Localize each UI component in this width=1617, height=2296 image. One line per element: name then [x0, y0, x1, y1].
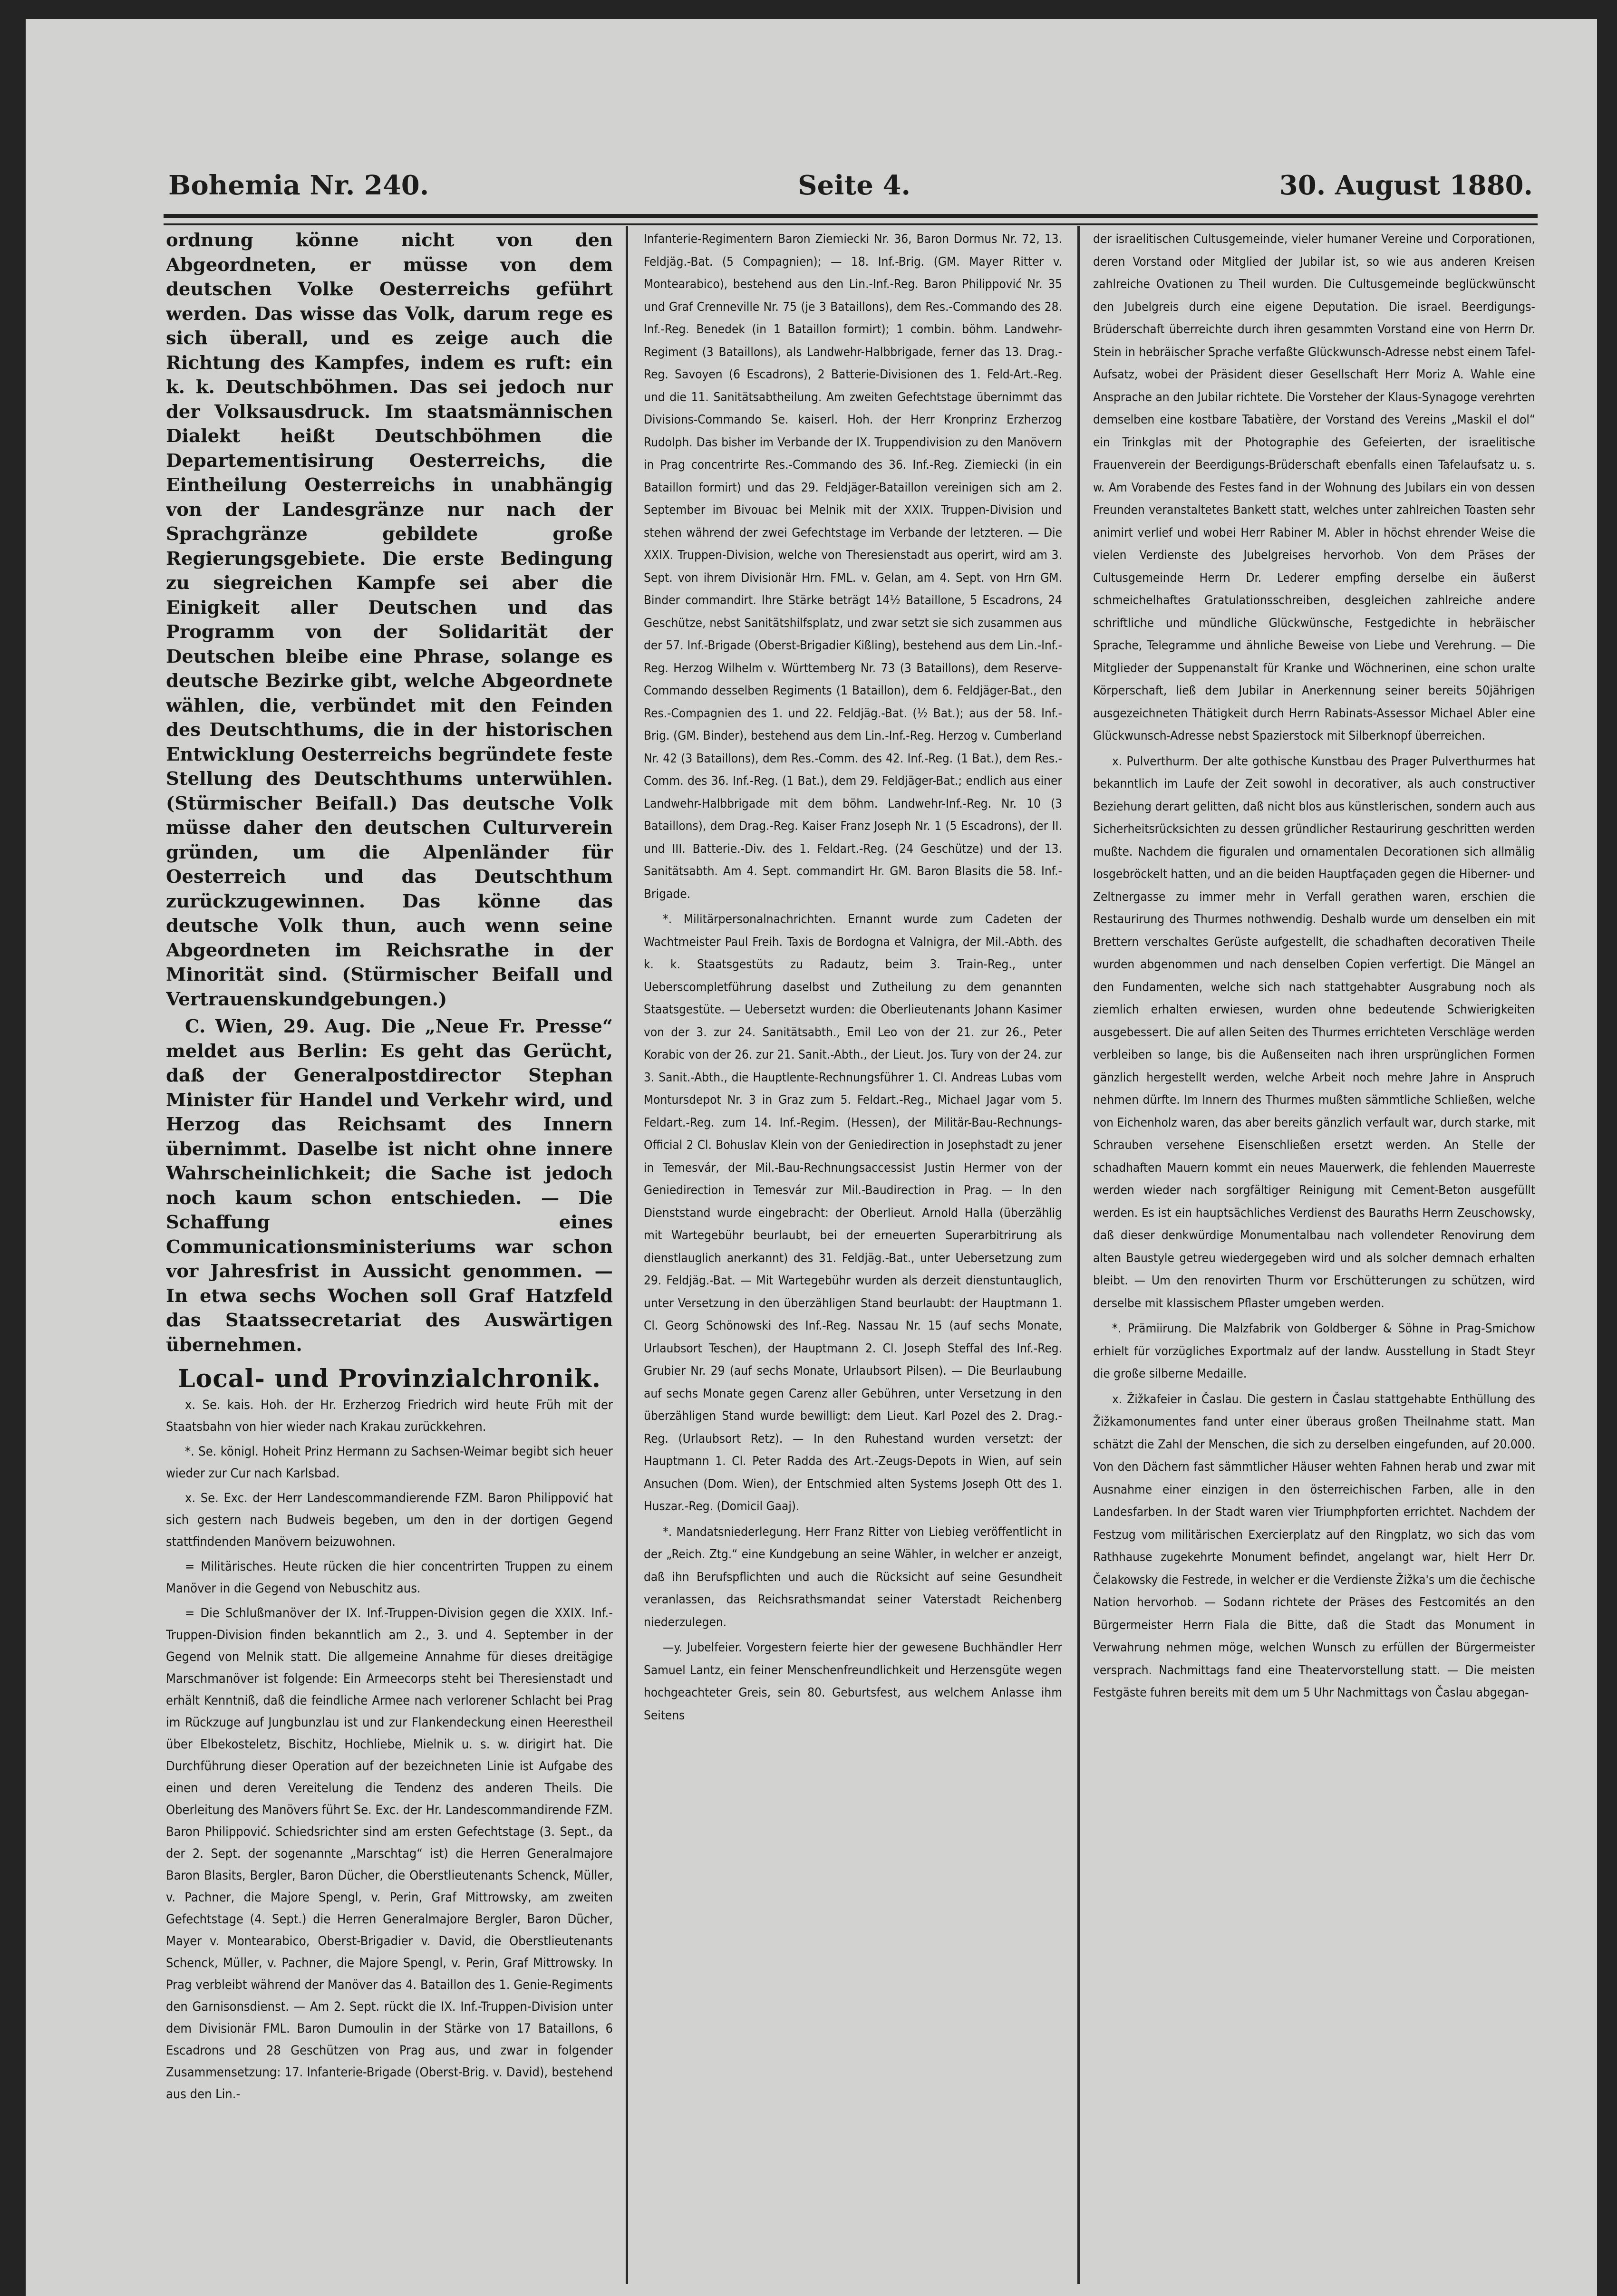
section-title: Local- und Provinzialchronik.	[177, 1364, 601, 1393]
news-item: *. Mandatsniederlegung. Herr Franz Ritter von Liebieg veröffentlicht in der „Reich. Ztg.“ eine Kundgebung an seine Wähler, in welcher er anzeigt, daß ihn Berufspflichten und auch die Rücksicht auf seine Gesundheit veranlassen, das Reichsrathsmandat seiner Vaterstadt Reichenberg niederzulegen.	[644, 1524, 1062, 1630]
news-item: x. Pulverthurm. Der alte gothische Kunstbau des Prager Pulverthurmes hat bekanntlich im Laufe der Zeit sowohl in decorativer, als auch constructiver Beziehung derart gelitten, daß nicht blos aus künstlerischen, sondern auch aus Sicherheitsrücksichten zu dessen gründlicher Restaurirung geschritten werden mußte. Nachdem die figuralen und ornamentalen Decorationen sich allmälig losgebröckelt hatten, und an die beiden Hauptfaçaden gegen die Hiberner- und Zeltnergasse zu immer mehr in Verfall gerathen waren, erschien die Restaurirung des Thurmes nothwendig. Deshalb wurde um denselben ein mit Brettern verschaltes Gerüste aufgestellt, die schadhaften decorativen Theile wurden abgenommen und nach denselben Copien verfertigt. Die Mängel an den Fundamenten, welche sich nach stattgehabter Ausgrabung noch als ziemlich erhalten erwiesen, wurden ohne bedeutende Schwierigkeiten ausgebessert. Die auf allen Seiten des Thurmes errichteten Verschläge werden verbleiben so lange, bis die Außenseiten nach ihren ursprünglichen Formen gänzlich hergestellt werden, welche Arbeit noch mehre Jahre in Anspruch nehmen dürfte. Im Innern des Thurmes mußten sämmtliche Schließen, welche von Eichenholz waren, das aber bereits gänzlich verfault war, durch starke, mit Schrauben versehene Eisenschließen ersetzt werden. An Stelle der schadhaften Mauern kommt ein neues Mauerwerk, die fehlenden Mauerreste werden wieder nach sorgfältiger Reinigung mit Cement-Beton ausgefüllt werden. Es ist ein hauptsächliches Verdienst des Bauraths Herrn Zeuschowsky, daß dieser denkwürdige Monumentalbau nach vollendeter Renovirung dem alten Baustyle getreu wiedergegeben wird und als solcher demnach erhalten bleibt. — Um den renovirten Thurm vor Erschütterungen zu schützen, wird derselbe mit klassischem Pflaster umgeben werden.	[1093, 754, 1535, 1311]
column-divider-2	[1077, 226, 1080, 2284]
header-date: 30. August 1880.	[1279, 170, 1533, 201]
header-page-number: Seite 4.	[798, 170, 910, 201]
news-item: —y. Jubelfeier. Vorgestern feierte hier der gewesene Buchhändler Herr Samuel Lantz, ein feiner Menschenfreundlichkeit und Herzensgüte wegen hochgeachteter Greis, sein 80. Geburtsfest, aus welchem Anlasse ihm Seitens	[644, 1640, 1062, 1723]
news-item: *. Militärpersonalnachrichten. Ernannt wurde zum Cadeten der Wachtmeister Paul Freih. Taxis de Bordogna et Valnigra, der Mil.-Abth. des k. k. Staatsgestüts zu Radautz, beim 3. Train-Reg., unter Ueberscompletführung daselbst und Zutheilung zu dem genannten Staatsgestüte. — Uebersetzt wurden: die Oberlieutenants Johann Kasimer von der 3. zur 24. Sanitätsabth., Emil Leo von der 21. zur 26., Peter Korabic von der 26. zur 21. Sanit.-Abth., der Lieut. Jos. Tury von der 24. zur 3. Sanit.-Abth., die Hauptlente-Rechnungsführer 1. Cl. Andreas Lubas vom Montursdepot Nr. 3 in Graz zum 5. Feldart.-Reg., Michael Jagar vom 5. Feldart.-Reg. zum 14. Inf.-Regim. (Hessen), der Militär-Bau-Rechnungs-Official 2 Cl. Bohuslav Klein von der Geniedirection in Josephstadt zu jener in Temesvár, der Mil.-Bau-Rechnungsaccessist Justin Hermer von der Geniedirection in Temesvár zur Mil.-Baudirection in Prag. — In den Dienststand wurde eingebracht: der Oberlieut. Arnold Halla (überzählig mit Wartegebühr beurlaubt, bei der erneuerten Superarbitrirung als dienstlauglich anerkannt) des 31. Feldjäg.-Bat., unter Uebersetzung zum 29. Feldjäg.-Bat. — Mit Wartegebühr wurden als derzeit dienstuntauglich, unter Versetzung in den überzähligen Stand beurlaubt: der Hauptmann 1. Cl. Georg Schönowski des Inf.-Reg. Nassau Nr. 15 (auf sechs Monate, Urlaubsort Teschen), der Hauptmann 2. Cl. Joseph Steffal des Inf.-Reg. Grubier Nr. 29 (auf sechs Monate, Urlaubsort Pilsen). — Die Beurlaubung auf sechs Monate gegen Carenz aller Gebühren, unter Versetzung in den überzähligen Stand wurde bewilligt: dem Lieut. Karl Pozel des 2. Drag.-Reg. (Urlaubsort Retz). — In den Ruhestand wurden versetzt: der Hauptmann 1. Cl. Peter Radda des Art.-Zeugs-Depots in Wien, auf sein Ansuchen (Dom. Wien), der Entschmied alten Systems Joseph Ott des 1. Huszar.-Reg. (Domicil Gaaj).	[644, 912, 1062, 1514]
column-divider-1	[626, 226, 628, 2284]
news-item: = Die Schlußmanöver der IX. Inf.-Truppen-Division gegen die XXIX. Inf.-Truppen-Division finden bekanntlich am 2., 3. und 4. September in der Gegend von Melnik statt. Die allgemeine Annahme für dieses dreitägige Marschmanöver ist folgende: Ein Armeecorps steht bei Theresienstadt und erhält Kenntniß, daß die feindliche Armee nach verlorener Schlacht bei Prag im Rückzuge auf Jungbunzlau ist und zur Flankendeckung einen Heerestheil über Elbekosteletz, Bischitz, Hochliebe, Mielnik u. s. w. dirigirt hat. Die Durchführung dieser Operation auf der bezeichneten Linie ist Aufgabe des einen und deren Vereitelung die Tendenz des anderen Theils. Die Oberleitung des Manövers führt Se. Exc. der Hr. Landescommandirende FZM. Baron Philippović. Schiedsrichter sind am ersten Gefechtstage (3. Sept., da der 2. Sept. der sogenannte „Marschtag“ ist) die Herren Generalmajore Baron Blasits, Bergler, Baron Dücher, die Oberstlieutenants Schenck, Müller, v. Pachner, die Majore Spengl, v. Perin, Graf Mittrowsky, am zweiten Gefechtstage (4. Sept.) die Herren Generalmajore Bergler, Baron Dücher, Mayer v. Montearabico, Oberst-Brigadier v. David, die Oberstlieutenants Schenck, Müller, v. Pachner, die Majore Spengl, v. Perin, Graf Mittrowsky. In Prag verbleibt während der Manöver das 4. Bataillon des 1. Genie-Regiments den Garnisonsdienst. — Am 2. Sept. rückt die IX. Inf.-Truppen-Division unter dem Divisionär FML. Baron Dumoulin in der Stärke von 17 Bataillons, 6 Escadrons und 28 Geschützen von Prag aus, und zwar in folgender Zusammensetzung: 17. Infanterie-Brigade (Oberst-Brig. v. David), bestehend aus den Lin.-	[166, 1605, 613, 2102]
header-rule	[164, 214, 1538, 218]
news-item: x. Se. kais. Hoh. der Hr. Erzherzog Friedrich wird heute Früh mit der Staatsbahn von hier wieder nach Krakau zurückkehren.	[166, 1397, 613, 1434]
article-paragraph: ordnung könne nicht von den Abgeordneten, er müsse von dem deutschen Volke Oesterreichs geführt werden. Das wisse das Volk, darum rege es sich überall, und es zeige auch die Richtung des Kampfes, indem es ruft: ein k. k. Deutschböhmen. Das sei jedoch nur der Volksausdruck. Im staatsmännischen Dialekt heißt Deutschböhmen die Departementisirung Oesterreichs, die Eintheilung Oesterreichs in unabhängig von der Landesgränze nur nach der Sprachgränze gebildete große Regierungsgebiete. Die erste Bedingung zu siegreichen Kampfe sei aber die Einigkeit aller Deutschen und das Programm von der Solidarität der Deutschen bleibe eine Phrase, solange es deutsche Bezirke gibt, welche Abgeordnete wählen, die, verbündet mit den Feinden des Deutschthums, die in der historischen Entwicklung Oesterreichs begründete feste Stellung des Deutschthums unterwühlen. (Stürmischer Beifall.) Das deutsche Volk müsse daher den deutschen Culturverein gründen, um die Alpenländer für Oesterreich und das Deutschthum zurückzugewinnen. Das könne das deutsche Volk thun, auch wenn seine Abgeordneten im Reichsrathe in der Minorität sind. (Stürmischer Beifall und Vertrauenskundgebungen.)	[166, 230, 613, 1010]
page-header	[168, 162, 1533, 209]
news-item: *. Prämiirung. Die Malzfabrik von Goldberger & Söhne in Prag-Smichow erhielt für vorzügliches Exportmalz auf der landw. Ausstellung in Stadt Steyr die große silberne Medaille.	[1093, 1322, 1535, 1381]
column-1	[166, 228, 613, 2286]
news-item: *. Se. königl. Hoheit Prinz Hermann zu Sachsen-Weimar begibt sich heuer wieder zur Cur nach Karlsbad.	[166, 1444, 613, 1481]
news-item: = Militärisches. Heute rücken die hier concentrirten Truppen zu einem Manöver in die Gegend von Nebuschitz aus.	[166, 1559, 613, 1596]
news-item: Infanterie-Regimentern Baron Ziemiecki Nr. 36, Baron Dormus Nr. 72, 13. Feldjäg.-Bat. (5 Compagnien); — 18. Inf.-Brig. (GM. Mayer Ritter v. Montearabico), bestehend aus den Lin.-Inf.-Reg. Baron Philippović Nr. 35 und Graf Crenneville Nr. 75 (je 3 Bataillons), dem Res.-Commando des 28. Inf.-Reg. Benedek (in 1 Bataillon formirt); 1 combin. böhm. Landwehr-Regiment (3 Bataillons), als Landwehr-Halbbrigade, ferner das 13. Drag.-Reg. Savoyen (6 Escadrons), 2 Batterie-Divisionen des 1. Feld-Art.-Reg. und die 11. Sanitätsabtheilung. Am zweiten Gefechtstage übernimmt das Divisions-Commando Se. kaiserl. Hoh. der Herr Kronprinz Erzherzog Rudolph. Das bisher im Verbande der IX. Truppendivision zu den Manövern in Prag concentrirte Res.-Commando des 36. Inf.-Reg. Ziemiecki (in ein Bataillon formirt) und das 29. Feldjäger-Bataillon vereinigen sich am 2. September im Bivouac bei Melnik mit der XXIX. Truppen-Division und stehen während der zwei Gefechtstage im Verbande der letzteren. — Die XXIX. Truppen-Division, welche von Theresienstadt aus operirt, wird am 3. Sept. von ihrem Divisionär Hrn. FML. v. Gelan, am 4. Sept. von Hrn GM. Binder commandirt. Ihre Stärke beträgt 14½ Bataillone, 5 Escadrons, 24 Geschütze, nebst Sanitätshilfsplatz, und zwar setzt sie sich zusammen aus der 57. Inf.-Brigade (Oberst-Brigadier Kißling), bestehend aus dem Lin.-Inf.-Reg. Herzog Wilhelm v. Württemberg Nr. 73 (3 Bataillons), dem Reserve-Commando desselben Regiments (1 Bataillon), dem 6. Feldjäger-Bat., den Res.-Compagnien des 1. und 22. Feldjäg.-Bat. (½ Bat.); aus der 58. Inf.-Brig. (GM. Binder), bestehend aus dem Lin.-Inf.-Reg. Herzog v. Cumberland Nr. 42 (3 Bataillons), dem Res.-Comm. des 42. Inf.-Reg. (1 Bat.), dem Res.-Comm. des 36. Inf.-Reg. (1 Bat.), dem 29. Feldjäger-Bat.; endlich aus einer Landwehr-Halbbrigade mit dem böhm. Landwehr-Inf.-Reg. Nr. 10 (3 Bataillons), dem Drag.-Reg. Kaiser Franz Joseph Nr. 1 (5 Escadrons), der II. und III. Batterie.-Div. des 1. Feldart.-Reg. (24 Geschütze) und der 13. Sanitätsabth. Am 4. Sept. commandirt Hr. GM. Baron Blasits die 58. Inf.-Brigade.	[644, 232, 1062, 901]
news-item: x. Se. Exc. der Herr Landescommandierende FZM. Baron Philippović hat sich gestern nach Budweis begeben, um den in der dortigen Gegend stattfindenden Manövern beizuwohnen.	[166, 1490, 613, 1549]
header-rule-thin	[164, 223, 1538, 225]
header-newspaper-issue: Bohemia Nr. 240.	[168, 170, 429, 201]
column-2	[644, 228, 1062, 2286]
article-paragraph-vienna: C. Wien, 29. Aug. Die „Neue Fr. Presse“ meldet aus Berlin: Es geht das Gerücht, daß der Generalpostdirector Stephan Minister für Handel und Verkehr wird, und Herzog das Reichsamt des Innern übernimmt. Daselbe ist nicht ohne innere Wahrscheinlichkeit; die Sache ist jedoch noch kaum schon entschieden. — Die Schaffung eines Communicationsministeriums war schon vor Jahresfrist in Aussicht genommen. — In etwa sechs Wochen soll Graf Hatzfeld das Staatssecretariat des Auswärtigen übernehmen.	[166, 1016, 613, 1356]
newspaper-page	[26, 19, 1597, 2296]
news-item: x. Žižkafeier in Časlau. Die gestern in Časlau stattgehabte Enthüllung des Žižkamonumentes fand unter einer überaus großen Theilnahme statt. Man schätzt die Zahl der Menschen, die sich zu derselben eingefunden, auf 20.000. Von den Dächern fast sämmtlicher Häuser wehten Fahnen herab und zwar mit Ausnahme einer einzigen in den österreichischen Farben, alle in den Landesfarben. In der Stadt waren vier Triumphpforten errichtet. Nachdem der Festzug vom militärischen Exercierplatz auf den Ringplatz, wo sich das vom Rathhause zugekehrte Monument befindet, angelangt war, hielt Herr Dr. Čelakowsky die Festrede, in welcher er die Verdienste Žižka's um die čechische Nation hervorhob. — Sodann richtete der Präses des Festcomités an den Bürgermeister Herrn Fiala die Bitte, daß die Stadt das Monument in Verwahrung nehmen möge, welchen Wunsch zu erfüllen der Bürgermeister versprach. Nachmittags fand eine Theatervorstellung statt. — Die meisten Festgäste fuhren bereits mit dem um 5 Uhr Nachmittags von Časlau abgegan-	[1093, 1392, 1535, 1700]
news-item: der israelitischen Cultusgemeinde, vieler humaner Vereine und Corporationen, deren Vorstand oder Mitglied der Jubilar ist, so wie aus anderen Kreisen zahlreiche Ovationen zu Theil wurden. Die Cultusgemeinde beglückwünscht den Jubelgreis durch eine eigene Deputation. Die israel. Beerdigungs-Brüderschaft überreichte durch ihren gesammten Vorstand eine von Herrn Dr. Stein in hebräischer Sprache verfaßte Glückwunsch-Adresse nebst einem Tafel-Aufsatz, wobei der Präsident dieser Gesellschaft Herr Moriz A. Wahle eine Ansprache an den Jubilar richtete. Die Vorsteher der Klaus-Synagoge verehrten demselben eine kostbare Tabatière, der Vorstand des Vereins „Maskil el dol“ ein Trinkglas mit der Photographie des Gefeierten, der israelitische Frauenverein der Beerdigungs-Brüderschaft ebenfalls einen Tafelaufsatz u. s. w. Am Vorabende des Festes fand in der Wohnung des Jubilars ein von dessen Freunden veranstaltetes Bankett statt, welches unter zahlreichen Toasten sehr animirt verlief und wobei Herr Rabiner M. Abler in höchst ehrender Weise die vielen Verdienste des Jubelgreises hervorhob. Von dem Präses der Cultusgemeinde Herrn Dr. Lederer empfing derselbe ein äußerst schmeichelhaftes Gratulationsschreiben, desgleichen zahlreiche andere schriftliche und mündliche Glückwünsche, Festgedichte in hebräischer Sprache, Telegramme und ähnliche Beweise von Liebe und Verehrung. — Die Mitglieder der Suppenanstalt für Kranke und Wöchnerinen, eine schon uralte Körperschaft, ließ dem Jubilar in Anerkennung seiner bereits 50jährigen ausgezeichneten Thätigkeit durch Herrn Rabinats-Assessor Michael Abler eine Glückwunsch-Adresse nebst Spazierstock mit Silberknopf überreichen.	[1093, 232, 1535, 743]
column-3	[1093, 228, 1535, 2286]
